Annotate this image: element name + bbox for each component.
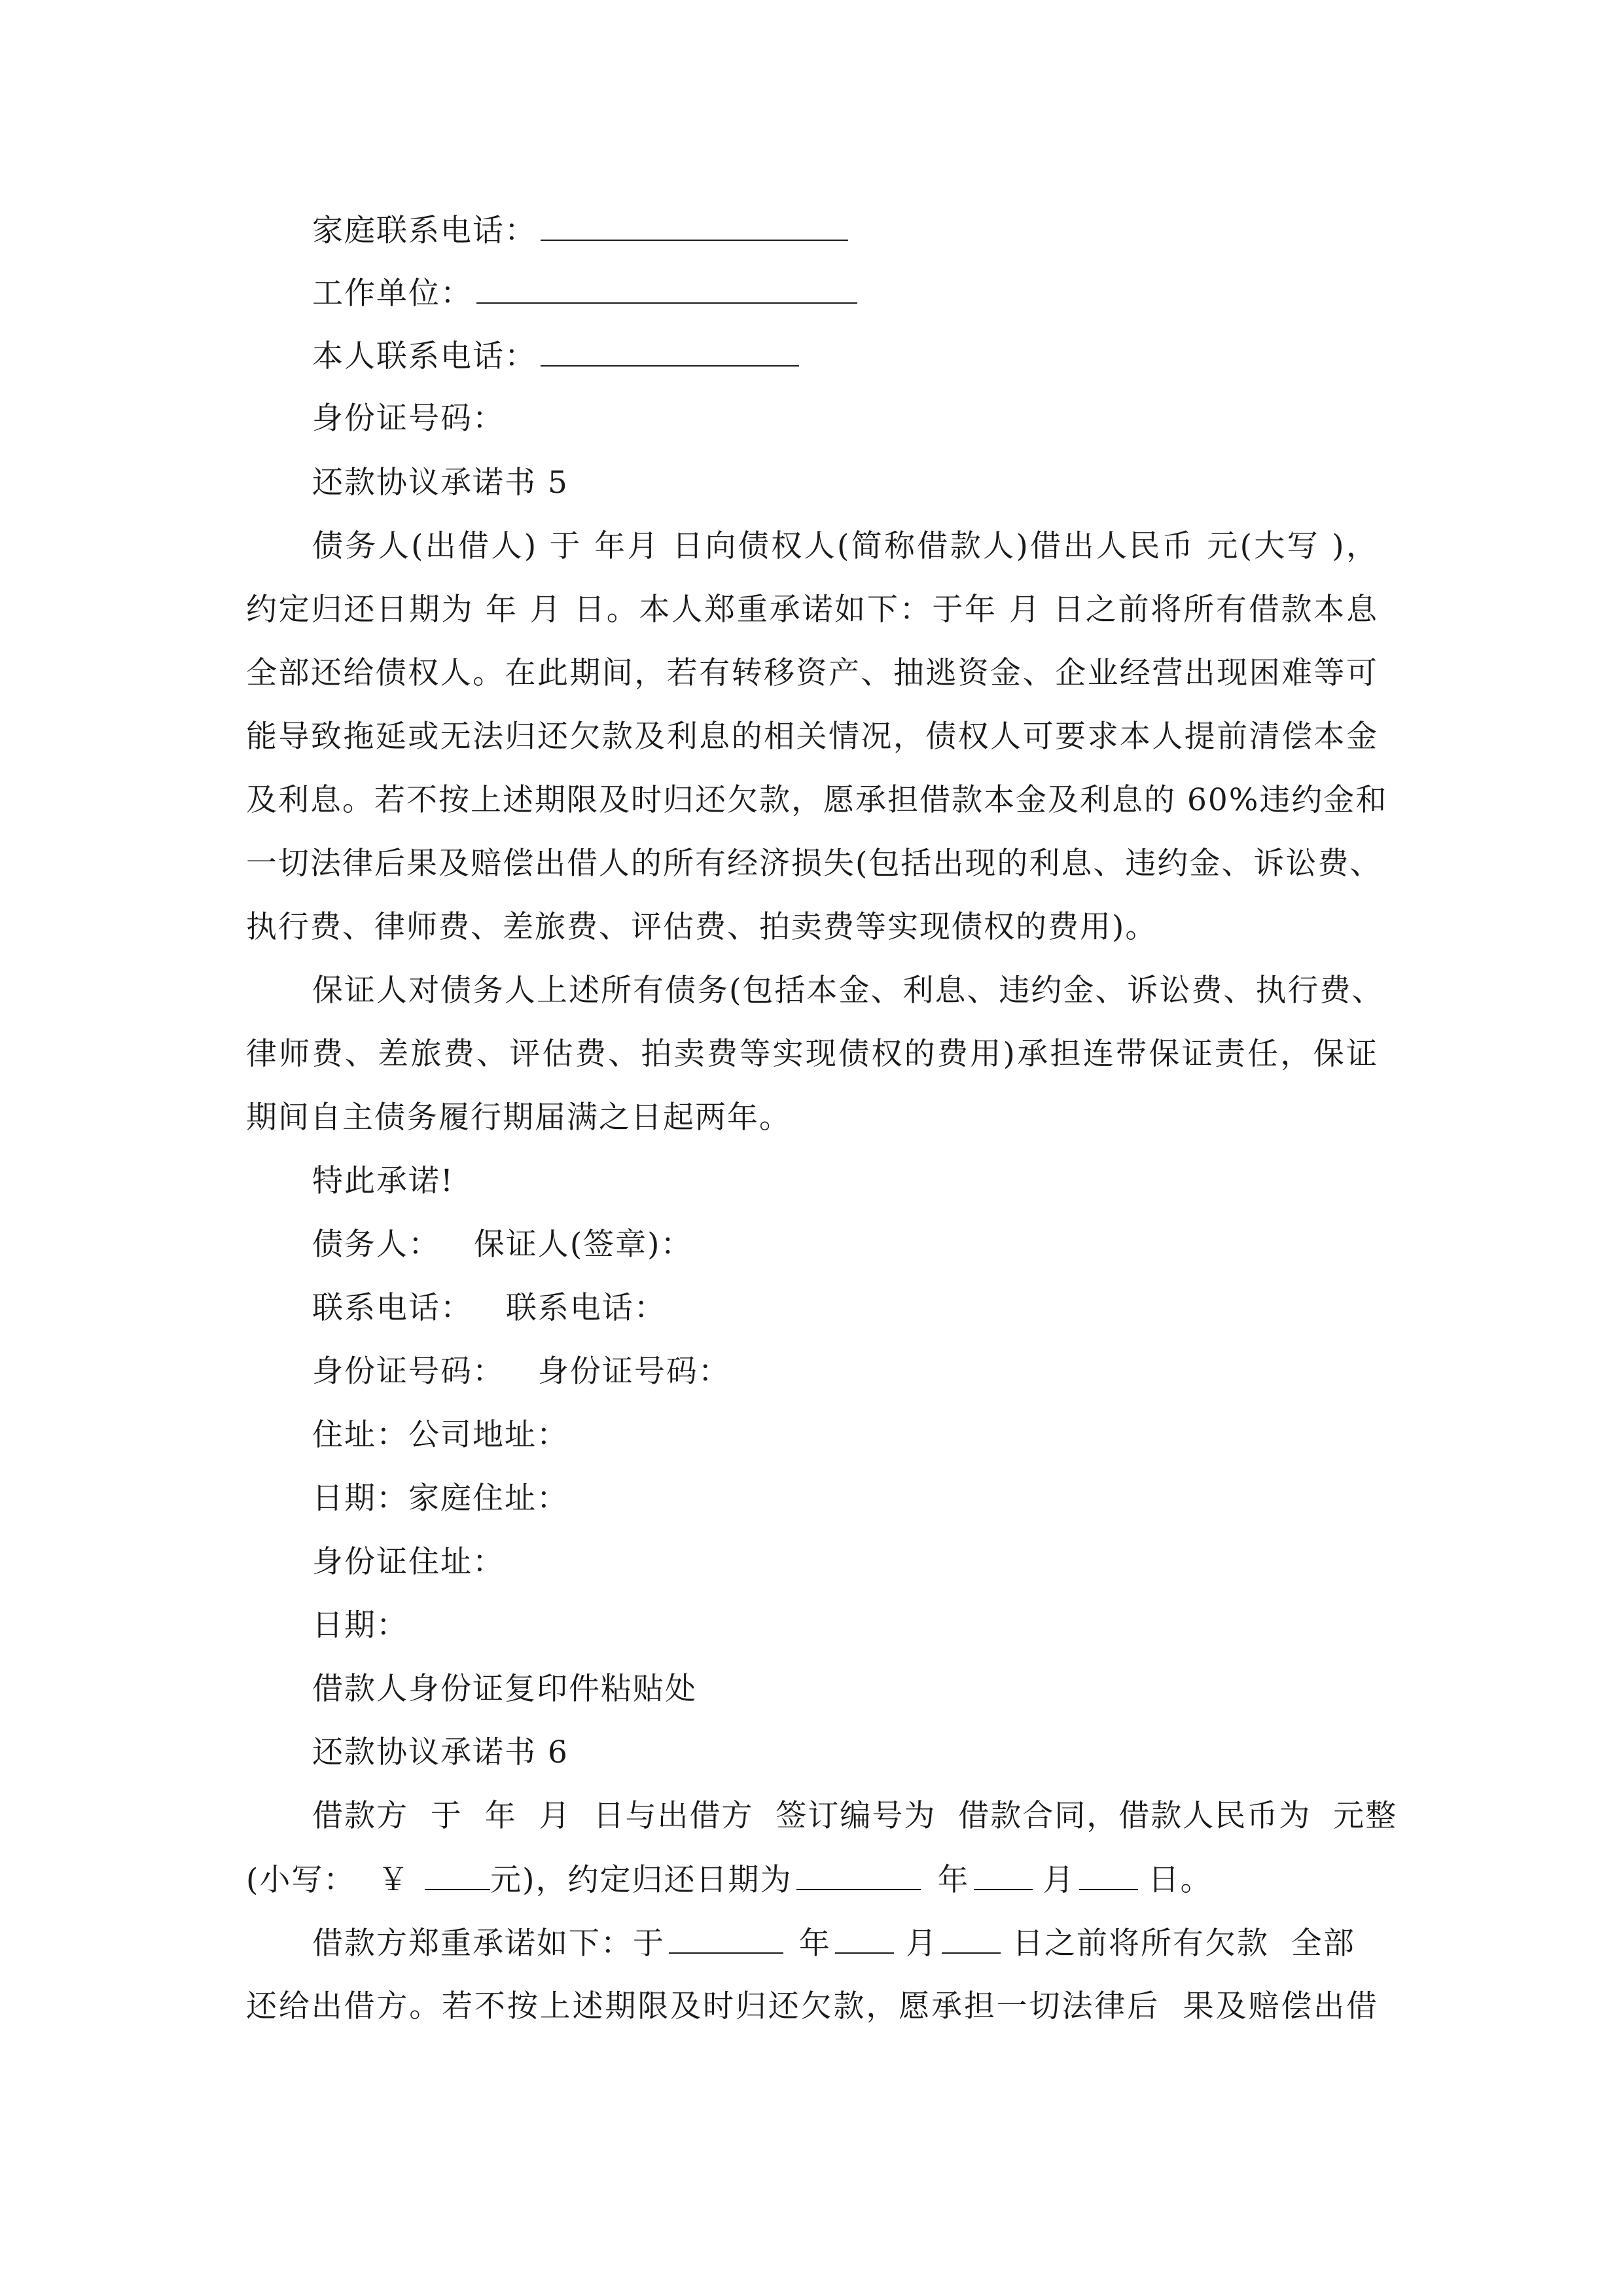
sign-line: 日期：	[312, 1607, 408, 1643]
day-label: 日。	[1148, 1862, 1213, 1898]
section5-para1-line: 全部还给债权人。在此期间，若有转移资产、抽逃资金、企业经营出现困难等可	[246, 655, 1378, 691]
self-phone-label: 本人联系电话：	[312, 338, 537, 374]
section5-para2-line: 律师费、差旅费、评估费、拍卖费等实现债权的费用)承担连带保证责任，保证	[246, 1036, 1378, 1072]
promise-month-label: 月	[906, 1926, 938, 1962]
closing-text: 特此承诺!	[312, 1163, 454, 1199]
sign-line: 日期：家庭住址：	[312, 1480, 569, 1516]
self-phone-blank	[541, 336, 799, 367]
due-date-label: 元)，约定归还日期为	[490, 1862, 793, 1898]
section6-para1-line2	[246, 1860, 1213, 1900]
home-phone-blank	[541, 211, 848, 241]
sign-line: 身份证住址：	[312, 1544, 505, 1580]
section5-para1-line: 能导致拖延或无法归还欠款及利息的相关情况，债权人可要求本人提前清偿本金	[246, 719, 1378, 755]
year-label: 年	[937, 1862, 970, 1898]
sign-line: 住址：公司地址：	[312, 1417, 569, 1453]
home-phone-label: 家庭联系电话：	[312, 213, 537, 249]
promise-year-label: 年	[799, 1926, 831, 1962]
month-label: 月	[1043, 1862, 1075, 1898]
id-number-label: 身份证号码：	[312, 401, 505, 437]
self-phone-row	[312, 336, 799, 376]
section5-para1-line: 约定归还日期为 年 月 日。本人郑重承诺如下：于年 月 日之前将所有借款本息	[246, 592, 1378, 628]
section5-para1-line: 债务人(出借人) 于 年月 日向债权人(简称借款人)借出人民币 元(大写 )，	[312, 528, 1378, 564]
promise-label: 借款方郑重承诺如下：于	[312, 1926, 665, 1962]
sign-line: 联系电话： 联系电话：	[312, 1290, 666, 1326]
work-unit-blank	[476, 274, 857, 304]
section6-para1-line: 借款方 于 年 月 日与出借方 签订编号为 借款合同，借款人民币为 元整	[312, 1798, 1398, 1834]
section5-para2-line: 保证人对债务人上述所有债务(包括本金、利息、违约金、诉讼费、执行费、	[312, 973, 1384, 1009]
year-blank	[796, 1860, 921, 1890]
id-copy-note: 借款人身份证复印件粘贴处	[312, 1671, 697, 1707]
amount-blank	[425, 1860, 490, 1890]
section5-para2-line: 期间自主债务履行期届满之日起两年。	[246, 1100, 791, 1136]
work-unit-label: 工作单位：	[312, 276, 473, 312]
section6-para2-line2: 还给出借方。若不按上述期限及时归还欠款，愿承担一切法律后 果及赔偿出借	[246, 1988, 1378, 2024]
sign-line: 身份证号码： 身份证号码：	[312, 1354, 730, 1390]
sign-line: 债务人： 保证人(签章)：	[312, 1227, 693, 1263]
section6-para2-line1	[312, 1924, 1355, 1964]
section5-para1-line: 及利息。若不按上述期限及时归还欠款，愿承担借款本金及利息的 60%违约金和	[246, 782, 1388, 818]
day-blank	[1079, 1860, 1138, 1890]
section6-title: 还款协议承诺书 6	[312, 1734, 569, 1770]
promise-year-blank	[669, 1924, 783, 1954]
section5-title: 还款协议承诺书 5	[312, 465, 569, 501]
promise-month-blank	[835, 1924, 894, 1954]
month-blank	[974, 1860, 1033, 1890]
amount-small-label: (小写： ￥	[246, 1862, 421, 1898]
promise-day-blank	[942, 1924, 1001, 1954]
section5-para1-line: 执行费、律师费、差旅费、评估费、拍卖费等实现债权的费用)。	[246, 909, 1158, 945]
section5-para1-line: 一切法律后果及赔偿出借人的所有经济损失(包括出现的利息、违约金、诉讼费、	[246, 846, 1382, 882]
promise-rest: 日之前将所有欠款 全部	[1012, 1926, 1355, 1962]
work-unit-row	[312, 274, 857, 314]
home-phone-row	[312, 211, 848, 251]
